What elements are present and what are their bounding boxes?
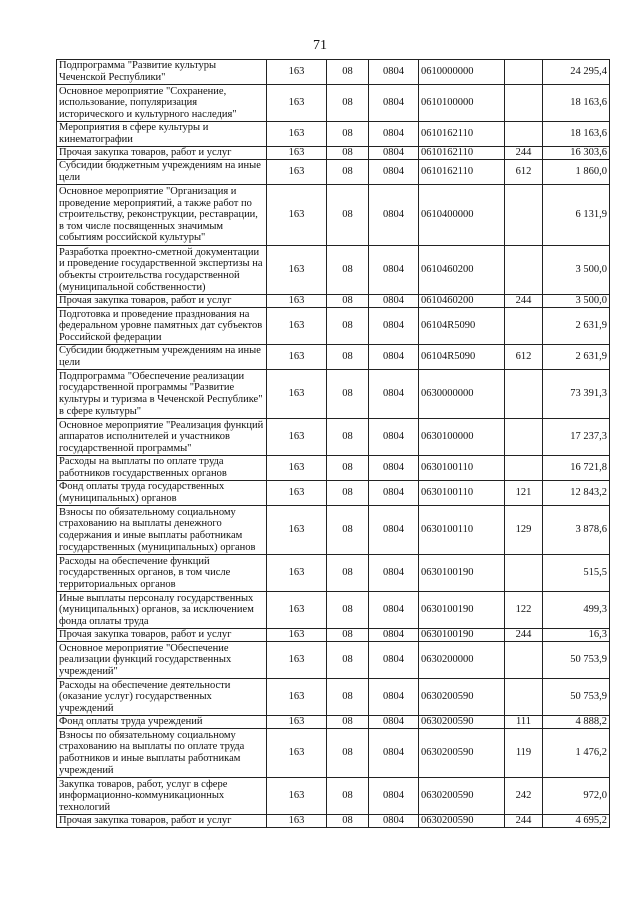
amount-cell: 2 631,9 [543, 345, 610, 370]
subsection-code-cell: 0804 [369, 85, 419, 122]
ministry-code-cell: 163 [267, 147, 327, 160]
ministry-code-cell: 163 [267, 629, 327, 642]
target-article-cell: 0630200590 [419, 679, 505, 716]
amount-cell: 50 753,9 [543, 642, 610, 679]
table-row [57, 295, 610, 308]
ministry-code-cell: 163 [267, 419, 327, 456]
table-row [57, 122, 610, 147]
amount-cell: 50 753,9 [543, 679, 610, 716]
subsection-code-cell: 0804 [369, 629, 419, 642]
table-row [57, 456, 610, 481]
section-code-cell: 08 [327, 308, 369, 345]
target-article-cell: 0630100190 [419, 555, 505, 592]
ministry-code-cell: 163 [267, 308, 327, 345]
section-code-cell: 08 [327, 456, 369, 481]
target-article-cell: 0610000000 [419, 60, 505, 85]
expense-type-cell: 111 [505, 716, 543, 729]
expense-type-cell: 244 [505, 295, 543, 308]
amount-cell: 18 163,6 [543, 122, 610, 147]
subsection-code-cell: 0804 [369, 345, 419, 370]
table-row [57, 345, 610, 370]
ministry-code-cell: 163 [267, 122, 327, 147]
table-row [57, 160, 610, 185]
amount-cell: 24 295,4 [543, 60, 610, 85]
subsection-code-cell: 0804 [369, 716, 419, 729]
ministry-code-cell: 163 [267, 345, 327, 370]
amount-cell: 3 500,0 [543, 246, 610, 295]
expense-type-cell [505, 555, 543, 592]
item-name-cell: Расходы на выплаты по оплате труда работников государственных органов [57, 456, 267, 481]
section-code-cell: 08 [327, 345, 369, 370]
expense-type-cell [505, 308, 543, 345]
item-name-cell: Основное мероприятие "Обеспечение реализации функций государственных учреждений" [57, 642, 267, 679]
target-article-cell: 0630200000 [419, 642, 505, 679]
target-article-cell: 0630000000 [419, 370, 505, 419]
expense-type-cell [505, 60, 543, 85]
expense-type-cell: 119 [505, 729, 543, 778]
item-name-cell: Прочая закупка товаров, работ и услуг [57, 147, 267, 160]
table-row [57, 679, 610, 716]
table-row [57, 147, 610, 160]
expense-type-cell: 129 [505, 506, 543, 555]
target-article-cell: 0630200590 [419, 716, 505, 729]
expense-type-cell [505, 679, 543, 716]
ministry-code-cell: 163 [267, 555, 327, 592]
target-article-cell: 0610460200 [419, 246, 505, 295]
ministry-code-cell: 163 [267, 60, 327, 85]
section-code-cell: 08 [327, 481, 369, 506]
section-code-cell: 08 [327, 729, 369, 778]
item-name-cell: Подпрограмма "Развитие культуры Чеченской Республики" [57, 60, 267, 85]
expense-type-cell: 242 [505, 778, 543, 815]
item-name-cell: Основное мероприятие "Реализация функций аппаратов исполнителей и участников государственной программы" [57, 419, 267, 456]
item-name-cell: Основное мероприятие "Организация и проведение мероприятий, а также работ по строительству, реконструкции, реставрации, в том числе посвященных значимым событиям российской культуры" [57, 185, 267, 246]
item-name-cell: Разработка проектно-сметной документации и проведение государственной экспертизы на объекты строительства государственной (муниципальной собственности) [57, 246, 267, 295]
ministry-code-cell: 163 [267, 456, 327, 481]
amount-cell: 3 878,6 [543, 506, 610, 555]
amount-cell: 12 843,2 [543, 481, 610, 506]
amount-cell: 2 631,9 [543, 308, 610, 345]
subsection-code-cell: 0804 [369, 60, 419, 85]
amount-cell: 16 721,8 [543, 456, 610, 481]
item-name-cell: Взносы по обязательному социальному страхованию на выплаты денежного содержания и иные выплаты работникам государственных (муниципальных) органов [57, 506, 267, 555]
section-code-cell: 08 [327, 629, 369, 642]
item-name-cell: Мероприятия в сфере культуры и кинематографии [57, 122, 267, 147]
subsection-code-cell: 0804 [369, 729, 419, 778]
table-row [57, 85, 610, 122]
item-name-cell: Фонд оплаты труда учреждений [57, 716, 267, 729]
expense-type-cell: 612 [505, 345, 543, 370]
budget-table [56, 59, 610, 828]
item-name-cell: Иные выплаты персоналу государственных (муниципальных) органов, за исключением фонда оплаты труда [57, 592, 267, 629]
table-row [57, 419, 610, 456]
section-code-cell: 08 [327, 85, 369, 122]
subsection-code-cell: 0804 [369, 147, 419, 160]
target-article-cell: 0630200590 [419, 729, 505, 778]
table-row [57, 729, 610, 778]
table-row [57, 815, 610, 828]
section-code-cell: 08 [327, 642, 369, 679]
subsection-code-cell: 0804 [369, 506, 419, 555]
section-code-cell: 08 [327, 419, 369, 456]
target-article-cell: 0630100110 [419, 481, 505, 506]
amount-cell: 499,3 [543, 592, 610, 629]
subsection-code-cell: 0804 [369, 592, 419, 629]
target-article-cell: 0630100110 [419, 456, 505, 481]
subsection-code-cell: 0804 [369, 308, 419, 345]
target-article-cell: 0610162110 [419, 122, 505, 147]
ministry-code-cell: 163 [267, 481, 327, 506]
amount-cell: 16 303,6 [543, 147, 610, 160]
target-article-cell: 06104R5090 [419, 308, 505, 345]
ministry-code-cell: 163 [267, 295, 327, 308]
budget-table-body [57, 60, 610, 828]
subsection-code-cell: 0804 [369, 456, 419, 481]
subsection-code-cell: 0804 [369, 419, 419, 456]
amount-cell: 18 163,6 [543, 85, 610, 122]
subsection-code-cell: 0804 [369, 370, 419, 419]
expense-type-cell [505, 246, 543, 295]
section-code-cell: 08 [327, 246, 369, 295]
target-article-cell: 0630200590 [419, 815, 505, 828]
expense-type-cell [505, 370, 543, 419]
table-row [57, 642, 610, 679]
target-article-cell: 0630100190 [419, 592, 505, 629]
table-row [57, 185, 610, 246]
table-row [57, 308, 610, 345]
section-code-cell: 08 [327, 555, 369, 592]
expense-type-cell [505, 85, 543, 122]
subsection-code-cell: 0804 [369, 295, 419, 308]
subsection-code-cell: 0804 [369, 778, 419, 815]
amount-cell: 73 391,3 [543, 370, 610, 419]
section-code-cell: 08 [327, 160, 369, 185]
target-article-cell: 0610460200 [419, 295, 505, 308]
subsection-code-cell: 0804 [369, 815, 419, 828]
item-name-cell: Расходы на обеспечение деятельности (оказание услуг) государственных учреждений [57, 679, 267, 716]
subsection-code-cell: 0804 [369, 122, 419, 147]
section-code-cell: 08 [327, 147, 369, 160]
target-article-cell: 0610400000 [419, 185, 505, 246]
table-row [57, 60, 610, 85]
subsection-code-cell: 0804 [369, 642, 419, 679]
target-article-cell: 0630100000 [419, 419, 505, 456]
table-row [57, 555, 610, 592]
expense-type-cell: 244 [505, 815, 543, 828]
ministry-code-cell: 163 [267, 679, 327, 716]
ministry-code-cell: 163 [267, 370, 327, 419]
table-row [57, 629, 610, 642]
table-row [57, 778, 610, 815]
amount-cell: 3 500,0 [543, 295, 610, 308]
subsection-code-cell: 0804 [369, 481, 419, 506]
subsection-code-cell: 0804 [369, 555, 419, 592]
section-code-cell: 08 [327, 815, 369, 828]
subsection-code-cell: 0804 [369, 160, 419, 185]
amount-cell: 4 695,2 [543, 815, 610, 828]
section-code-cell: 08 [327, 778, 369, 815]
section-code-cell: 08 [327, 506, 369, 555]
ministry-code-cell: 163 [267, 185, 327, 246]
subsection-code-cell: 0804 [369, 185, 419, 246]
item-name-cell: Субсидии бюджетным учреждениям на иные цели [57, 160, 267, 185]
ministry-code-cell: 163 [267, 85, 327, 122]
amount-cell: 16,3 [543, 629, 610, 642]
subsection-code-cell: 0804 [369, 246, 419, 295]
ministry-code-cell: 163 [267, 778, 327, 815]
expense-type-cell: 612 [505, 160, 543, 185]
amount-cell: 4 888,2 [543, 716, 610, 729]
amount-cell: 1 476,2 [543, 729, 610, 778]
ministry-code-cell: 163 [267, 716, 327, 729]
section-code-cell: 08 [327, 592, 369, 629]
amount-cell: 515,5 [543, 555, 610, 592]
expense-type-cell [505, 185, 543, 246]
target-article-cell: 0610100000 [419, 85, 505, 122]
item-name-cell: Основное мероприятие "Сохранение, использование, популяризация исторического и культурного наследия" [57, 85, 267, 122]
amount-cell: 6 131,9 [543, 185, 610, 246]
expense-type-cell: 122 [505, 592, 543, 629]
expense-type-cell [505, 122, 543, 147]
target-article-cell: 0630200590 [419, 778, 505, 815]
table-row [57, 370, 610, 419]
amount-cell: 17 237,3 [543, 419, 610, 456]
section-code-cell: 08 [327, 185, 369, 246]
item-name-cell: Субсидии бюджетным учреждениям на иные цели [57, 345, 267, 370]
item-name-cell: Фонд оплаты труда государственных (муниципальных) органов [57, 481, 267, 506]
section-code-cell: 08 [327, 679, 369, 716]
expense-type-cell: 244 [505, 629, 543, 642]
ministry-code-cell: 163 [267, 729, 327, 778]
table-row [57, 246, 610, 295]
table-row [57, 506, 610, 555]
subsection-code-cell: 0804 [369, 679, 419, 716]
ministry-code-cell: 163 [267, 506, 327, 555]
ministry-code-cell: 163 [267, 592, 327, 629]
ministry-code-cell: 163 [267, 815, 327, 828]
section-code-cell: 08 [327, 716, 369, 729]
table-row [57, 481, 610, 506]
section-code-cell: 08 [327, 122, 369, 147]
item-name-cell: Закупка товаров, работ, услуг в сфере информационно-коммуникационных технологий [57, 778, 267, 815]
target-article-cell: 0630100190 [419, 629, 505, 642]
item-name-cell: Расходы на обеспечение функций государственных органов, в том числе территориальных органов [57, 555, 267, 592]
table-row [57, 592, 610, 629]
page-number: 71 [313, 38, 327, 53]
ministry-code-cell: 163 [267, 642, 327, 679]
expense-type-cell: 121 [505, 481, 543, 506]
expense-type-cell: 244 [505, 147, 543, 160]
target-article-cell: 0610162110 [419, 160, 505, 185]
section-code-cell: 08 [327, 295, 369, 308]
item-name-cell: Подпрограмма "Обеспечение реализации государственной программы "Развитие культуры и туризма в Чеченской Республике" в сфере культуры" [57, 370, 267, 419]
expense-type-cell [505, 456, 543, 481]
item-name-cell: Прочая закупка товаров, работ и услуг [57, 629, 267, 642]
table-row [57, 716, 610, 729]
amount-cell: 1 860,0 [543, 160, 610, 185]
item-name-cell: Взносы по обязательному социальному страхованию на выплаты по оплате труда работников и иные выплаты работникам учреждений [57, 729, 267, 778]
item-name-cell: Прочая закупка товаров, работ и услуг [57, 295, 267, 308]
target-article-cell: 0610162110 [419, 147, 505, 160]
section-code-cell: 08 [327, 60, 369, 85]
target-article-cell: 0630100110 [419, 506, 505, 555]
item-name-cell: Подготовка и проведение празднования на федеральном уровне памятных дат субъектов Российской федерации [57, 308, 267, 345]
ministry-code-cell: 163 [267, 160, 327, 185]
expense-type-cell [505, 642, 543, 679]
ministry-code-cell: 163 [267, 246, 327, 295]
item-name-cell: Прочая закупка товаров, работ и услуг [57, 815, 267, 828]
section-code-cell: 08 [327, 370, 369, 419]
amount-cell: 972,0 [543, 778, 610, 815]
target-article-cell: 06104R5090 [419, 345, 505, 370]
expense-type-cell [505, 419, 543, 456]
